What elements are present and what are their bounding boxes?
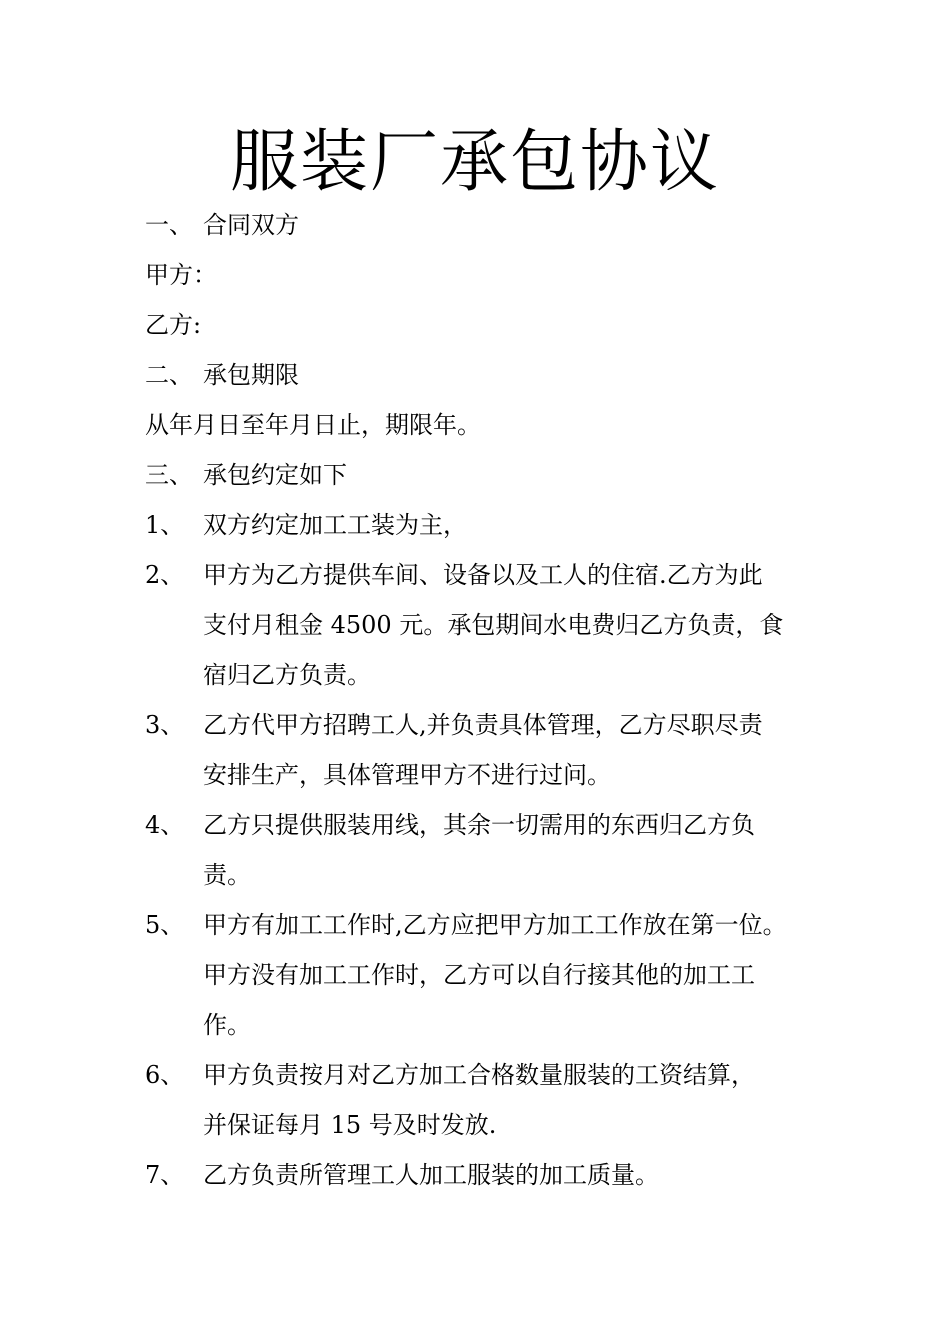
- clause-line: 甲方负责按月对乙方加工合格数量服装的工资结算，: [203, 1061, 755, 1089]
- section-number: 一、: [145, 211, 193, 239]
- document-body: [145, 200, 835, 1200]
- clause-number: 5、: [145, 911, 185, 939]
- section-heading-parties: [145, 200, 835, 250]
- clause-number: 6、: [145, 1061, 185, 1089]
- section-title: 承包期限: [203, 361, 299, 389]
- section-title: 承包约定如下: [203, 461, 347, 489]
- clause-line: 甲方有加工工作时,乙方应把甲方加工工作放在第一位。: [203, 911, 787, 939]
- clause-2: [145, 550, 835, 700]
- clause-line: 乙方负责所管理工人加工服装的加工质量。: [203, 1161, 659, 1189]
- clause-6: [145, 1050, 835, 1150]
- clause-line: 责。: [203, 861, 251, 889]
- clause-number: 1、: [145, 511, 185, 539]
- clause-number: 4、: [145, 811, 185, 839]
- clause-number: 7、: [145, 1161, 185, 1189]
- clause-line: 甲方没有加工工作时，乙方可以自行接其他的加工工: [203, 961, 755, 989]
- party-a-line: 甲方：: [145, 261, 217, 289]
- section-heading-terms: [145, 450, 835, 500]
- clause-text: [203, 550, 835, 700]
- clause-line: 乙方只提供服装用线，其余一切需用的东西归乙方负: [203, 811, 755, 839]
- term-line: 从年月日至年月日止，期限年。: [145, 411, 481, 439]
- party-b-line: 乙方:: [145, 311, 202, 339]
- clause-3: [145, 700, 835, 800]
- clause-line: 作。: [203, 1011, 251, 1039]
- clause-text: [203, 900, 835, 1050]
- clause-text: [203, 1050, 835, 1150]
- clause-4: [145, 800, 835, 900]
- document-title: 服装厂承包协议: [229, 123, 720, 202]
- clause-line: 甲方为乙方提供车间、设备以及工人的住宿.乙方为此: [203, 561, 763, 589]
- clause-7: [145, 1150, 835, 1200]
- section-number: 三、: [145, 461, 193, 489]
- clause-line: 并保证每月 15 号及时发放.: [203, 1111, 497, 1139]
- section-heading-term: [145, 350, 835, 400]
- clause-text: [203, 1150, 835, 1200]
- clause-line: 乙方代甲方招聘工人,并负责具体管理，乙方尽职尽责: [203, 711, 763, 739]
- clause-number: 2、: [145, 561, 185, 589]
- clause-5: [145, 900, 835, 1050]
- clause-line: 支付月租金 4500 元。承包期间水电费归乙方负责，食: [203, 611, 784, 639]
- clause-1: [145, 500, 835, 550]
- clause-text: [203, 700, 835, 800]
- section-number: 二、: [145, 361, 193, 389]
- clause-text: [203, 500, 835, 550]
- clause-line: 宿归乙方负责。: [203, 661, 371, 689]
- clause-number: 3、: [145, 711, 185, 739]
- clause-line: 安排生产，具体管理甲方不进行过问。: [203, 761, 611, 789]
- clause-line: 双方约定加工工装为主，: [203, 511, 467, 539]
- section-title: 合同双方: [203, 211, 299, 239]
- clause-text: [203, 800, 835, 900]
